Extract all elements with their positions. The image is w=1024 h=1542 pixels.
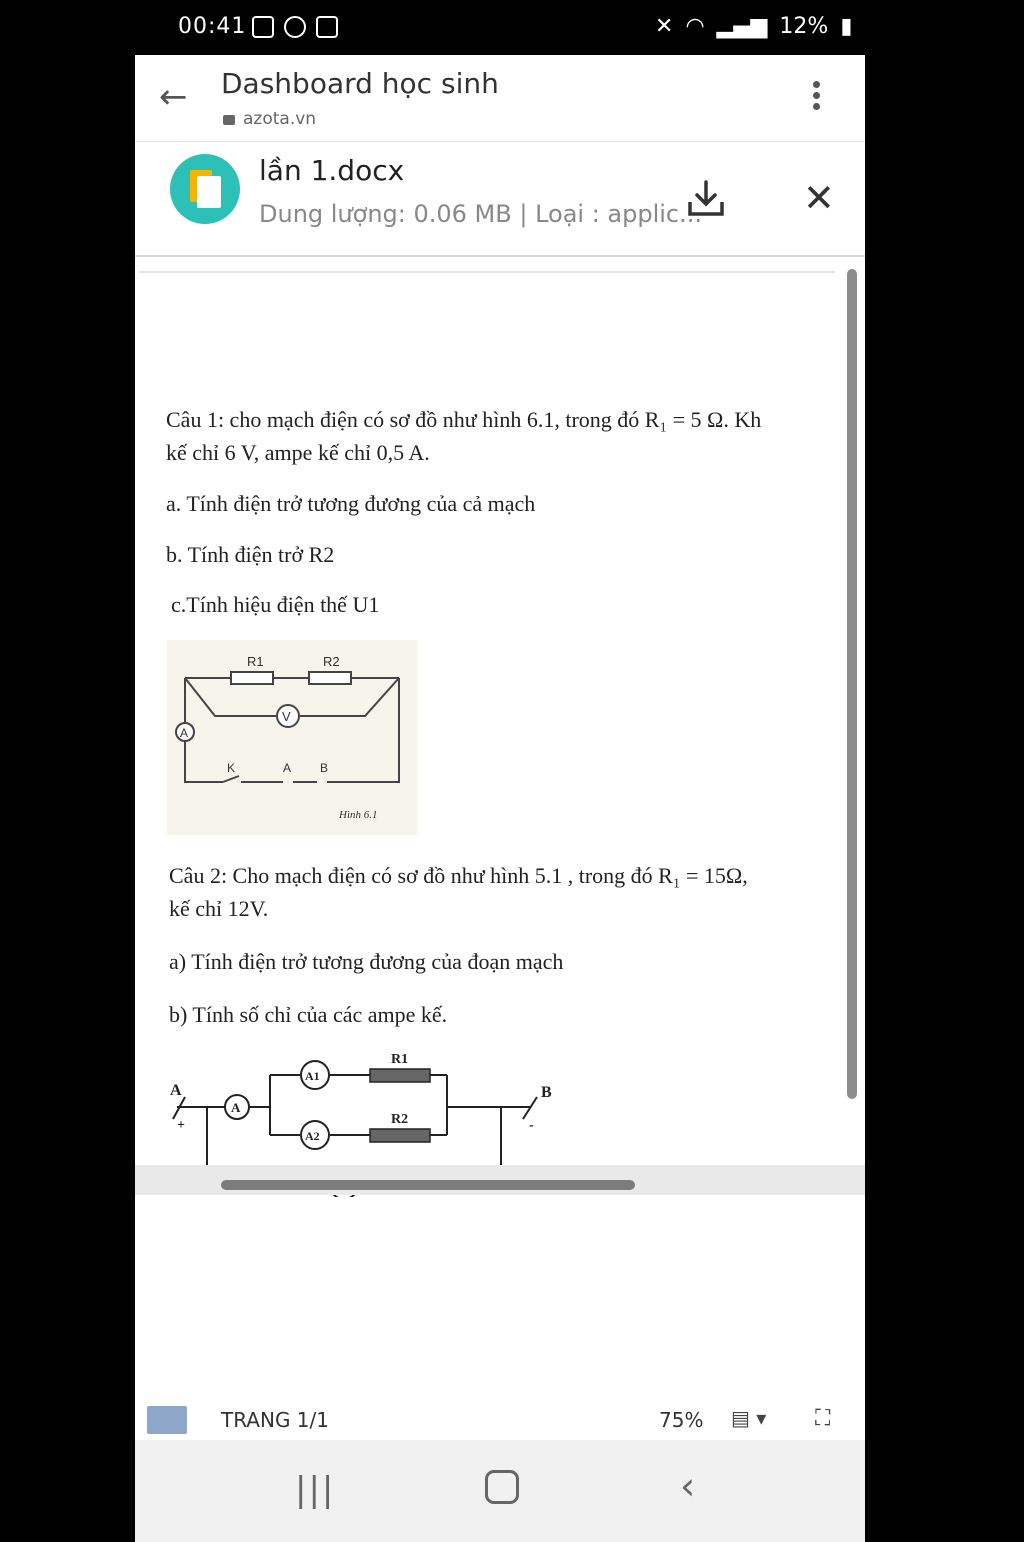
fig2-minus-label: - (529, 1118, 534, 1133)
question-2-part-b: b) Tính số chỉ của các ampe kế. (169, 1002, 448, 1027)
fig2-node-a-label: A (170, 1082, 182, 1099)
fig2-node-b-label: B (541, 1084, 552, 1101)
fig2-r2-label: R2 (391, 1112, 409, 1127)
back-arrow-icon[interactable]: ← (159, 77, 188, 117)
url-bar (223, 109, 316, 129)
fig1-ammeter-label: A (180, 726, 189, 740)
fig1-r2-label: R2 (323, 654, 340, 669)
status-bar (0, 0, 1024, 55)
fit-screen-icon[interactable]: ⛶ (815, 1406, 831, 1431)
recents-icon[interactable]: ||| (295, 1470, 336, 1510)
fig1-node-b-label: B (320, 761, 329, 775)
lock-icon (223, 115, 235, 125)
fig2-ammeter2-label: A2 (305, 1129, 320, 1143)
system-icons (655, 14, 852, 39)
question-1-part-c: c.Tính hiệu điện thế U1 (171, 592, 380, 617)
nav-back-icon[interactable]: ‹ (680, 1464, 696, 1508)
fig1-node-a-label: A (283, 761, 292, 775)
file-header (135, 142, 865, 257)
horizontal-scrollbar[interactable] (221, 1180, 635, 1190)
fig1-switch-label: K (227, 761, 236, 775)
page-indicator: TRANG 1/1 (221, 1408, 329, 1432)
fig2-r1-label: R1 (391, 1052, 409, 1067)
divider (139, 271, 835, 273)
close-icon[interactable]: ✕ (803, 176, 835, 220)
question-1-part-b: b. Tính điện trở R2 (166, 542, 335, 567)
fig1-r1-label: R1 (247, 654, 264, 669)
messenger-icon (284, 16, 306, 38)
page-title: Dashboard học sinh (221, 67, 499, 100)
file-meta: Dung lượng: 0.06 MB | Loại : applic... (259, 200, 703, 228)
fig2-plus-label: + (177, 1118, 185, 1133)
file-name: lần 1.docx (259, 154, 405, 187)
vertical-scrollbar[interactable] (847, 269, 857, 1099)
mute-icon: ✕ (655, 14, 674, 39)
fig2-ammeter1-label: A1 (305, 1069, 320, 1083)
more-options-icon[interactable] (813, 81, 823, 114)
circuit-figure-6-1 (167, 640, 417, 835)
battery-icon: ▮ (840, 14, 853, 39)
page-layout-dropdown-icon[interactable]: ▤ ▾ (731, 1406, 767, 1430)
gallery-icon (316, 16, 338, 38)
url-text: azota.vn (243, 109, 317, 129)
question-1-line-2: kế chỉ 6 V, ampe kế chỉ 0,5 A. (166, 440, 430, 465)
document-viewer[interactable] (135, 257, 865, 1367)
top-bar (135, 55, 865, 142)
comment-icon[interactable] (147, 1406, 187, 1434)
notification-icons (252, 16, 338, 38)
battery-percent: 12% (779, 14, 829, 39)
question-1-part-a: a. Tính điện trở tương đương của cả mạch (166, 491, 536, 516)
question-2-part-a: a) Tính điện trở tương đương của đoạn mạch (169, 949, 564, 974)
fig1-caption: Hình 6.1 (339, 809, 378, 821)
fig1-voltmeter-label: V (282, 709, 291, 724)
download-icon[interactable] (687, 178, 725, 218)
system-navigation-bar (135, 1440, 865, 1542)
document-file-icon (170, 154, 240, 224)
fig2-ammeter-label: A (231, 1100, 241, 1115)
question-2-line-2: kế chỉ 12V. (169, 896, 269, 921)
screenshot-icon (252, 16, 274, 38)
status-time: 00:41 (178, 14, 247, 39)
wifi-icon: ◠ (685, 14, 705, 39)
page-toolbar (135, 1400, 865, 1440)
signal-icon: ▂▄▆ (716, 14, 768, 39)
question-2-line-1: Câu 2: Cho mạch điện có sơ đồ như hình 5.1 , trong đó R₁ = 15Ω, (169, 863, 748, 888)
app-screen (135, 55, 865, 1542)
question-1-line-1: Câu 1: cho mạch điện có sơ đồ như hình 6.1, trong đó R₁ = 5 Ω. Kh (166, 407, 762, 432)
home-icon[interactable] (485, 1470, 519, 1504)
zoom-level[interactable]: 75% (659, 1408, 704, 1432)
